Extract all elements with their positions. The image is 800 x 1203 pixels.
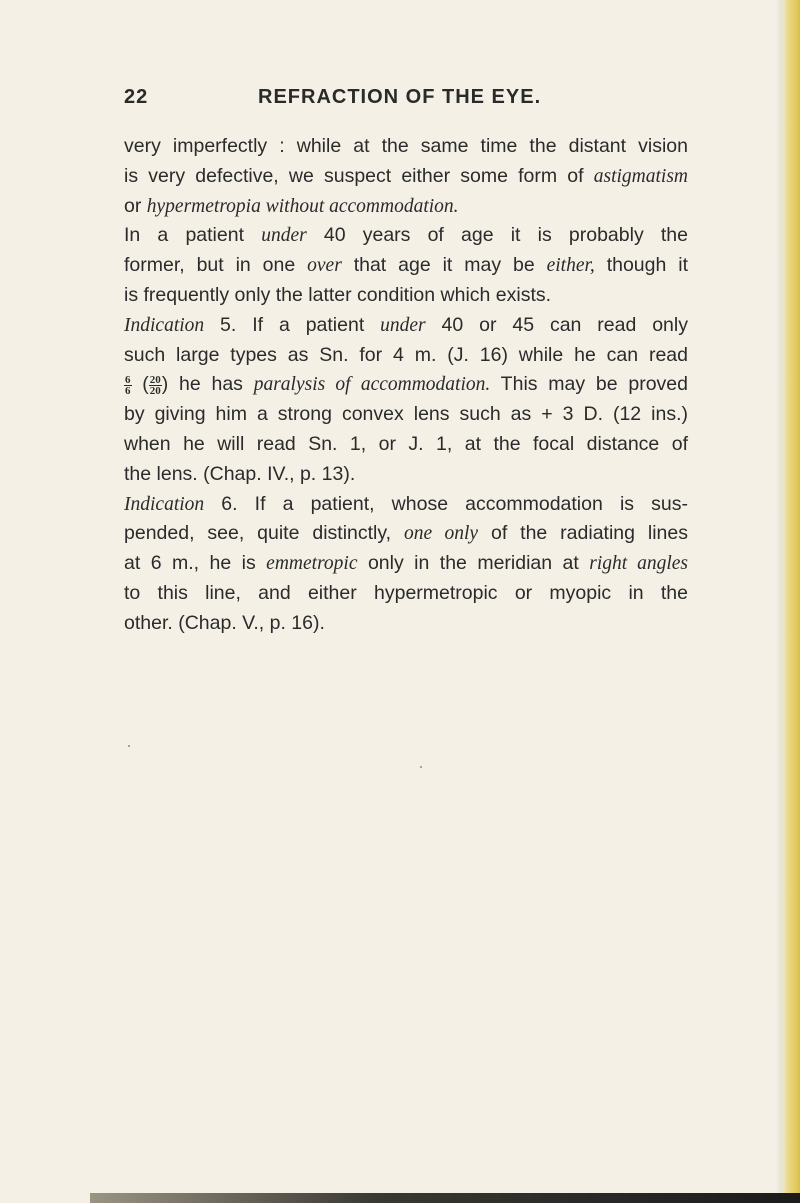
paper-speck bbox=[420, 766, 422, 768]
text-line bbox=[124, 192, 688, 222]
text-run: ( bbox=[131, 373, 149, 396]
text-run: at 6 m., he is bbox=[124, 552, 267, 575]
page-number: 22 bbox=[124, 86, 149, 108]
text-run: 40 or 45 can read only bbox=[425, 313, 688, 336]
text-run: 6. If a patient, whose accommodation is sus- bbox=[204, 492, 688, 515]
text-run: In a patient bbox=[124, 224, 262, 247]
text-run: only in the meridian at bbox=[357, 552, 590, 575]
text-line bbox=[124, 579, 688, 609]
text-run: 40 years of age it is probably the bbox=[306, 224, 688, 247]
text-line bbox=[124, 490, 688, 520]
text-run: pended, see, quite distinctly, bbox=[124, 522, 404, 545]
text-line bbox=[124, 281, 688, 311]
text-run: 5. If a patient bbox=[204, 313, 381, 336]
running-header bbox=[124, 86, 684, 116]
italic-run: under bbox=[380, 314, 426, 336]
text-line bbox=[124, 221, 688, 251]
italic-run: hypermetropia without accommodation. bbox=[146, 195, 459, 217]
italic-run: paralysis of accommodation. bbox=[253, 374, 491, 396]
body-text bbox=[124, 132, 688, 639]
fraction-numerator: 6 bbox=[125, 373, 131, 386]
text-run: such large types as Sn. for 4 m. (J. 16) while he can read bbox=[124, 343, 688, 366]
italic-run: one only bbox=[404, 523, 479, 545]
page-edge bbox=[782, 0, 800, 1203]
text-run: former, but in one bbox=[124, 254, 308, 277]
text-line bbox=[124, 251, 688, 281]
text-line bbox=[124, 400, 688, 430]
italic-run: over bbox=[307, 255, 342, 277]
italic-run: Indication bbox=[124, 493, 205, 515]
text-run: when he will read Sn. 1, or J. 1, at the focal distance of bbox=[124, 432, 688, 455]
text-run: to this line, and either hypermetropic or myopic in the bbox=[124, 581, 688, 604]
text-line bbox=[124, 370, 688, 400]
fraction-denominator: 20 bbox=[149, 384, 161, 397]
text-run: other. (Chap. V., p. 16). bbox=[124, 611, 325, 634]
text-line bbox=[124, 162, 688, 192]
text-run: the lens. (Chap. IV., p. 13). bbox=[124, 462, 356, 485]
fraction bbox=[124, 375, 132, 396]
text-line bbox=[124, 549, 688, 579]
fraction bbox=[149, 375, 162, 396]
next-page-edge bbox=[90, 1193, 800, 1203]
fraction-denominator: 6 bbox=[125, 384, 131, 397]
text-line bbox=[124, 519, 688, 549]
italic-run: under bbox=[261, 225, 307, 247]
text-run: very imperfectly : while at the same time the distant vision bbox=[124, 135, 688, 157]
fraction-numerator: 20 bbox=[149, 373, 161, 386]
text-line bbox=[124, 460, 688, 490]
italic-run: either, bbox=[546, 255, 595, 277]
text-line bbox=[124, 609, 688, 639]
text-run: ) he has bbox=[161, 373, 254, 396]
text-run: or bbox=[124, 194, 147, 217]
text-run: of the radiating lines bbox=[478, 522, 688, 545]
italic-run: emmetropic bbox=[266, 553, 358, 575]
italic-run: Indication bbox=[124, 314, 205, 336]
italic-run: right angles bbox=[589, 553, 688, 575]
text-line bbox=[124, 430, 688, 460]
text-line bbox=[124, 132, 688, 162]
italic-run: astigmatism bbox=[593, 165, 688, 187]
running-title: REFRACTION OF THE EYE. bbox=[258, 86, 542, 108]
text-run: that age it may be bbox=[341, 254, 547, 277]
page-edge-shadow bbox=[776, 0, 782, 1203]
text-run: by giving him a strong convex lens such as + 3 D. (12 ins.) bbox=[124, 403, 688, 426]
text-line bbox=[124, 311, 688, 341]
text-run: This may be proved bbox=[490, 373, 688, 396]
text-line bbox=[124, 341, 688, 371]
paper-speck bbox=[128, 745, 130, 747]
text-run: though it bbox=[594, 254, 689, 277]
text-run: is very defective, we suspect either some form of bbox=[124, 164, 594, 187]
text-run: is frequently only the latter condition which exists. bbox=[124, 283, 552, 306]
